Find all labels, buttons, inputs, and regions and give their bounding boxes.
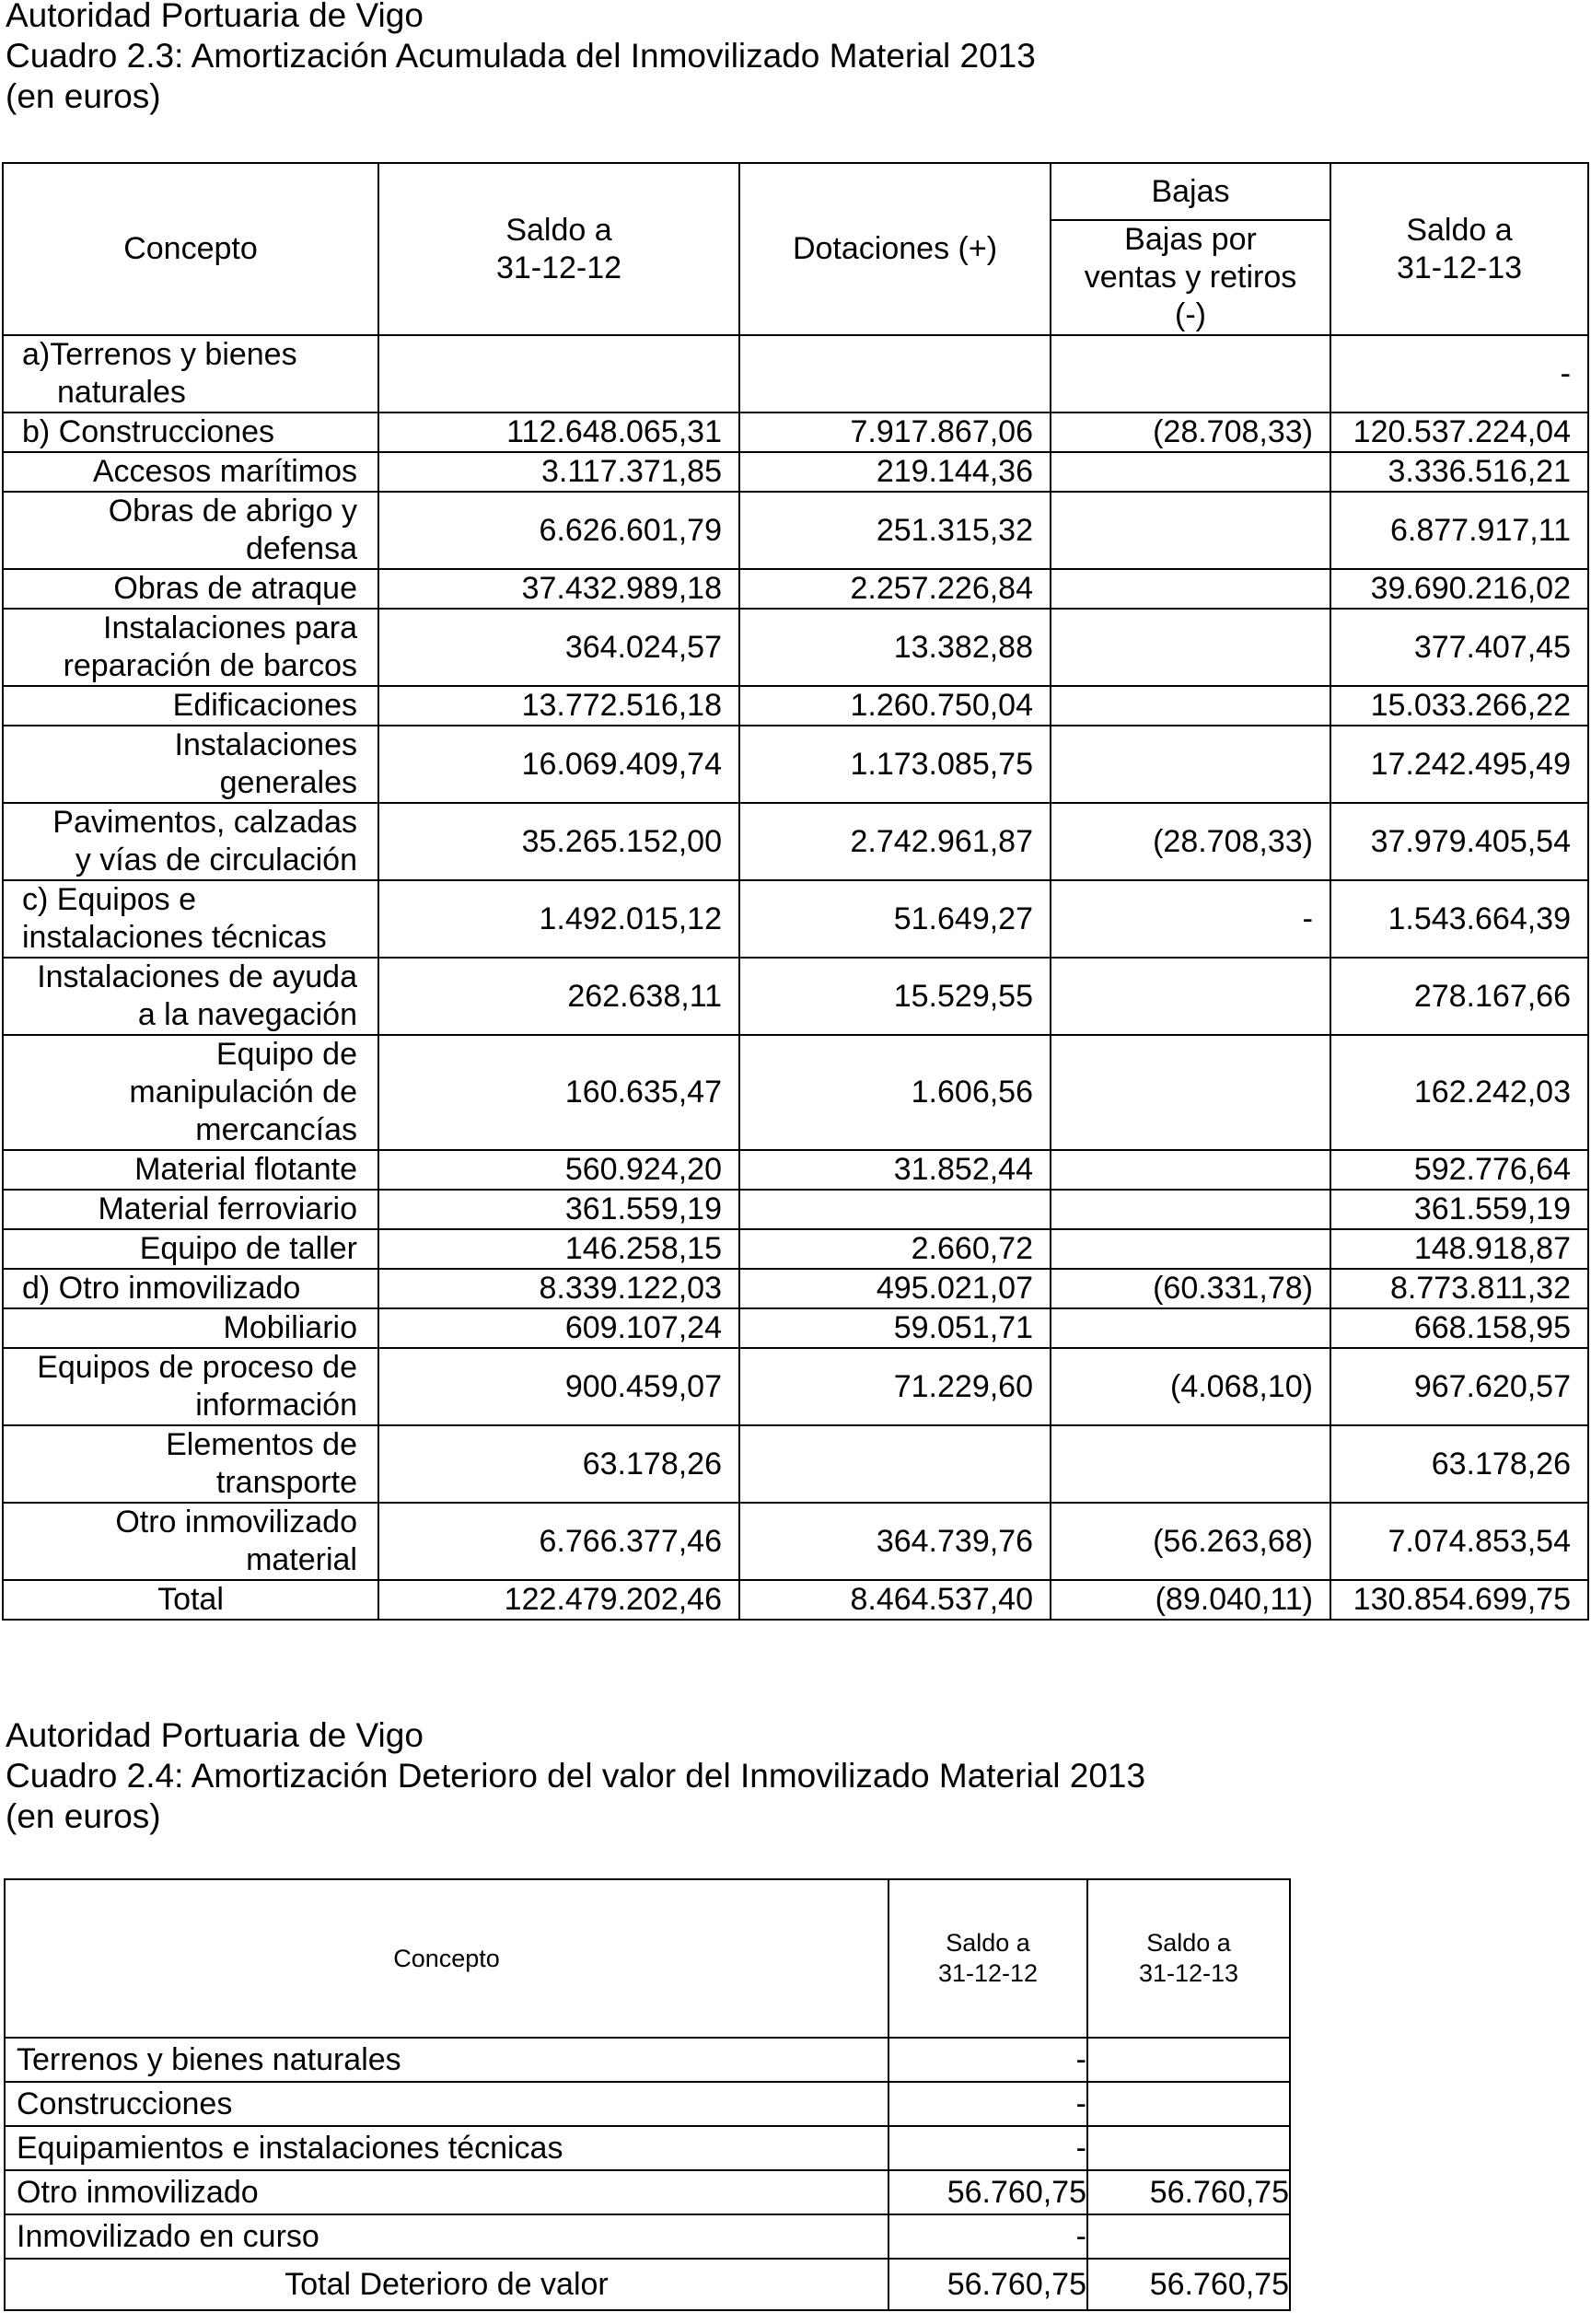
row-bajas: - (1051, 880, 1330, 958)
row-concepto-line: a)Terrenos y bienes (22, 337, 297, 372)
table-row (3, 452, 1588, 492)
row-dotaciones (739, 1425, 1051, 1503)
row-concepto: Otro inmovilizado (5, 2170, 888, 2214)
row-concepto-line: Equipos de proceso de (37, 1350, 357, 1385)
row-bajas (1051, 686, 1330, 726)
table-row (3, 609, 1588, 686)
col-header-bajas-line2: ventas y retiros (1084, 260, 1297, 295)
row-bajas (1051, 1425, 1330, 1503)
table2-title: Cuadro 2.4: Amortización Deterioro del valor del Inmovilizado Material 2013 (6, 1757, 1146, 1795)
table-row (5, 2170, 1290, 2214)
row-concepto-line: Obras de atraque (113, 571, 357, 606)
row-concepto (3, 1190, 378, 1229)
row-saldo-final: 8.773.811,32 (1330, 1269, 1588, 1308)
row-concepto-line: y vías de circulación (75, 842, 357, 877)
row-concepto-line: Material ferroviario (98, 1191, 357, 1226)
row-saldo-inicial: 160.635,47 (378, 1035, 739, 1150)
row-bajas: (60.331,78) (1051, 1269, 1330, 1308)
deterioro-valor-table (4, 1878, 1291, 2311)
row-concepto: Terrenos y bienes naturales (5, 2038, 888, 2082)
row-concepto-line: d) Otro inmovilizado (22, 1271, 301, 1306)
row-concepto (3, 609, 378, 686)
table-row (3, 1269, 1588, 1308)
row-concepto-line: Instalaciones (174, 727, 357, 762)
table-row (3, 880, 1588, 958)
table-row (3, 726, 1588, 803)
row-dotaciones: 251.315,32 (739, 492, 1051, 569)
row-concepto: Inmovilizado en curso (5, 2214, 888, 2259)
table-row (3, 1425, 1588, 1503)
row-dotaciones: 13.382,88 (739, 609, 1051, 686)
row-concepto (3, 1580, 378, 1620)
row-saldo-final: 7.074.853,54 (1330, 1503, 1588, 1580)
row-saldo-final: 63.178,26 (1330, 1425, 1588, 1503)
row-saldo-inicial: - (888, 2126, 1087, 2170)
row-saldo-final (1087, 2038, 1290, 2082)
col-header-saldo-final-line1: Saldo a (1406, 212, 1513, 248)
row-saldo-final: 39.690.216,02 (1330, 569, 1588, 609)
row-concepto (3, 569, 378, 609)
row-concepto (3, 958, 378, 1035)
row-dotaciones (739, 1190, 1051, 1229)
row-saldo-final (1087, 2082, 1290, 2126)
amortizacion-acumulada-table (2, 162, 1589, 1621)
row-concepto-line: Total (157, 1582, 224, 1617)
row-dotaciones: 51.649,27 (739, 880, 1051, 958)
row-saldo-final: 377.407,45 (1330, 609, 1588, 686)
table-row (3, 1348, 1588, 1425)
table2-header (6, 1715, 1145, 1837)
row-concepto-line: Instalaciones de ayuda (37, 959, 357, 994)
row-saldo-inicial: 63.178,26 (378, 1425, 739, 1503)
row-concepto-line: reparación de barcos (63, 648, 357, 683)
row-concepto-line: Elementos de (166, 1427, 357, 1462)
row-concepto-line: información (195, 1388, 357, 1423)
row-dotaciones: 1.260.750,04 (739, 686, 1051, 726)
row-concepto (3, 1269, 378, 1308)
col-header-saldo-final-line2: 31-12-13 (1396, 250, 1523, 285)
row-saldo-final: 56.760,75 (1087, 2259, 1290, 2310)
row-saldo-final: 130.854.699,75 (1330, 1580, 1588, 1620)
row-dotaciones: 59.051,71 (739, 1308, 1051, 1348)
t2-col-header-saldo-final-line1: Saldo a (1146, 1929, 1231, 1957)
col-header-saldo-inicial-line1: Saldo a (505, 212, 612, 248)
row-dotaciones: 31.852,44 (739, 1150, 1051, 1190)
table-row (5, 2038, 1290, 2082)
row-saldo-inicial: 3.117.371,85 (378, 452, 739, 492)
table-row (3, 1580, 1588, 1620)
col-header-bajas-line3: (-) (1175, 297, 1206, 332)
row-dotaciones: 7.917.867,06 (739, 413, 1051, 452)
row-saldo-inicial: 8.339.122,03 (378, 1269, 739, 1308)
col-header-saldo-final (1330, 163, 1588, 335)
col-header-saldo-inicial (378, 163, 739, 335)
row-bajas (1051, 335, 1330, 413)
organization-name: Autoridad Portuaria de Vigo (6, 0, 424, 34)
row-saldo-final: 6.877.917,11 (1330, 492, 1588, 569)
row-bajas (1051, 1190, 1330, 1229)
table-row (3, 686, 1588, 726)
row-saldo-inicial (378, 335, 739, 413)
row-concepto-line: Material flotante (134, 1152, 357, 1187)
table-row (3, 413, 1588, 452)
row-dotaciones: 364.739,76 (739, 1503, 1051, 1580)
row-saldo-inicial: 35.265.152,00 (378, 803, 739, 880)
t2-col-header-saldo-inicial-line1: Saldo a (946, 1929, 1030, 1957)
row-concepto: Construcciones (5, 2082, 888, 2126)
row-concepto (3, 1308, 378, 1348)
col-header-saldo-inicial-line2: 31-12-12 (495, 250, 622, 285)
row-bajas: (4.068,10) (1051, 1348, 1330, 1425)
row-bajas (1051, 609, 1330, 686)
row-bajas (1051, 1035, 1330, 1150)
t2-col-header-saldo-inicial (888, 1879, 1087, 2038)
row-saldo-final: 148.918,87 (1330, 1229, 1588, 1269)
row-dotaciones: 2.257.226,84 (739, 569, 1051, 609)
row-concepto (3, 335, 378, 413)
row-saldo-final: 3.336.516,21 (1330, 452, 1588, 492)
row-concepto (3, 452, 378, 492)
organization-name-2: Autoridad Portuaria de Vigo (6, 1716, 424, 1754)
row-concepto (3, 1348, 378, 1425)
t2-col-header-concepto: Concepto (5, 1879, 888, 2038)
table-row (3, 1035, 1588, 1150)
table1-title: Cuadro 2.3: Amortización Acumulada del Inmovilizado Material 2013 (6, 37, 1036, 75)
table-row (3, 1308, 1588, 1348)
row-saldo-final: 278.167,66 (1330, 958, 1588, 1035)
row-dotaciones: 2.660,72 (739, 1229, 1051, 1269)
row-dotaciones: 1.173.085,75 (739, 726, 1051, 803)
row-saldo-inicial: - (888, 2038, 1087, 2082)
row-saldo-inicial: 16.069.409,74 (378, 726, 739, 803)
row-saldo-final: 361.559,19 (1330, 1190, 1588, 1229)
row-saldo-inicial: 900.459,07 (378, 1348, 739, 1425)
row-concepto-line: material (246, 1542, 357, 1577)
row-concepto (3, 1035, 378, 1150)
row-saldo-final: 15.033.266,22 (1330, 686, 1588, 726)
col-header-bajas-group: Bajas (1051, 163, 1330, 220)
row-concepto: Total Deterioro de valor (5, 2259, 888, 2310)
row-saldo-inicial: 56.760,75 (888, 2170, 1087, 2214)
row-saldo-final: 967.620,57 (1330, 1348, 1588, 1425)
row-saldo-inicial: 112.648.065,31 (378, 413, 739, 452)
row-concepto-line: Edificaciones (172, 688, 357, 723)
row-concepto-line: c) Equipos e (22, 882, 196, 917)
row-saldo-final (1087, 2126, 1290, 2170)
row-bajas (1051, 726, 1330, 803)
row-saldo-final: 120.537.224,04 (1330, 413, 1588, 452)
table-row (5, 2082, 1290, 2126)
row-saldo-final (1087, 2214, 1290, 2259)
row-concepto (3, 492, 378, 569)
row-concepto-line: Mobiliario (223, 1310, 357, 1345)
row-concepto-line: b) Construcciones (22, 414, 275, 449)
row-saldo-final: 56.760,75 (1087, 2170, 1290, 2214)
row-concepto (3, 726, 378, 803)
row-saldo-final: - (1330, 335, 1588, 413)
row-concepto (3, 1150, 378, 1190)
row-saldo-inicial: 122.479.202,46 (378, 1580, 739, 1620)
row-concepto-line: Accesos marítimos (92, 454, 357, 489)
row-concepto (3, 1503, 378, 1580)
table-row (5, 2126, 1290, 2170)
table-row (3, 569, 1588, 609)
row-concepto: Equipamientos e instalaciones técnicas (5, 2126, 888, 2170)
row-concepto-line: naturales (57, 375, 186, 410)
row-concepto (3, 413, 378, 452)
row-saldo-inicial: 6.626.601,79 (378, 492, 739, 569)
table-row (3, 1150, 1588, 1190)
row-concepto (3, 1425, 378, 1503)
row-saldo-final: 162.242,03 (1330, 1035, 1588, 1150)
row-saldo-inicial: 13.772.516,18 (378, 686, 739, 726)
col-header-bajas (1051, 220, 1330, 335)
row-bajas: (89.040,11) (1051, 1580, 1330, 1620)
row-concepto-line: Equipo de taller (139, 1231, 357, 1266)
row-concepto (3, 803, 378, 880)
table-row (3, 803, 1588, 880)
row-dotaciones: 219.144,36 (739, 452, 1051, 492)
t2-col-header-saldo-final-line2: 31-12-13 (1138, 1959, 1239, 1987)
row-saldo-final: 668.158,95 (1330, 1308, 1588, 1348)
row-saldo-inicial: 146.258,15 (378, 1229, 739, 1269)
row-concepto-line: a la navegación (137, 997, 357, 1032)
row-saldo-inicial: 56.760,75 (888, 2259, 1087, 2310)
row-dotaciones (739, 335, 1051, 413)
row-saldo-inicial: 361.559,19 (378, 1190, 739, 1229)
table-row (3, 1229, 1588, 1269)
col-header-concepto: Concepto (3, 163, 378, 335)
table-row (5, 2259, 1290, 2310)
row-concepto-line: Obras de abrigo y (108, 494, 357, 529)
row-saldo-inicial: 37.432.989,18 (378, 569, 739, 609)
row-dotaciones: 2.742.961,87 (739, 803, 1051, 880)
row-bajas (1051, 452, 1330, 492)
row-bajas (1051, 1308, 1330, 1348)
row-saldo-final: 37.979.405,54 (1330, 803, 1588, 880)
col-header-bajas-line1: Bajas por (1124, 222, 1257, 257)
table-row (3, 492, 1588, 569)
row-bajas: (28.708,33) (1051, 803, 1330, 880)
row-bajas: (56.263,68) (1051, 1503, 1330, 1580)
row-concepto-line: Pavimentos, calzadas (52, 805, 357, 840)
row-saldo-final: 592.776,64 (1330, 1150, 1588, 1190)
row-concepto-line: Equipo de (215, 1037, 357, 1072)
row-saldo-inicial: 262.638,11 (378, 958, 739, 1035)
row-concepto (3, 880, 378, 958)
row-concepto-line: generales (219, 765, 357, 800)
col-header-dotaciones: Dotaciones (+) (739, 163, 1051, 335)
row-concepto-line: Otro inmovilizado (115, 1505, 357, 1540)
row-dotaciones: 1.606,56 (739, 1035, 1051, 1150)
row-concepto-line: mercancías (195, 1112, 357, 1147)
row-concepto-line: Instalaciones para (103, 610, 357, 645)
row-bajas (1051, 1229, 1330, 1269)
row-saldo-inicial: 609.107,24 (378, 1308, 739, 1348)
table-row (5, 2214, 1290, 2259)
table-row (3, 958, 1588, 1035)
row-dotaciones: 71.229,60 (739, 1348, 1051, 1425)
row-concepto (3, 686, 378, 726)
row-concepto-line: instalaciones técnicas (22, 920, 327, 955)
row-saldo-final: 17.242.495,49 (1330, 726, 1588, 803)
table1-units: (en euros) (6, 77, 161, 115)
t2-col-header-saldo-final (1087, 1879, 1290, 2038)
row-bajas (1051, 492, 1330, 569)
row-saldo-final: 1.543.664,39 (1330, 880, 1588, 958)
row-saldo-inicial: - (888, 2214, 1087, 2259)
table2-units: (en euros) (6, 1797, 161, 1835)
row-saldo-inicial: - (888, 2082, 1087, 2126)
row-bajas (1051, 1150, 1330, 1190)
table-row (3, 1190, 1588, 1229)
row-saldo-inicial: 6.766.377,46 (378, 1503, 739, 1580)
row-saldo-inicial: 364.024,57 (378, 609, 739, 686)
row-saldo-inicial: 560.924,20 (378, 1150, 739, 1190)
row-concepto-line: transporte (215, 1465, 357, 1500)
row-bajas (1051, 569, 1330, 609)
row-dotaciones: 495.021,07 (739, 1269, 1051, 1308)
row-concepto-line: defensa (246, 531, 357, 566)
table-row (3, 335, 1588, 413)
t2-col-header-saldo-inicial-line2: 31-12-12 (937, 1959, 1039, 1987)
row-saldo-inicial: 1.492.015,12 (378, 880, 739, 958)
row-bajas: (28.708,33) (1051, 413, 1330, 452)
row-bajas (1051, 958, 1330, 1035)
row-concepto-line: manipulación de (129, 1075, 357, 1110)
row-dotaciones: 15.529,55 (739, 958, 1051, 1035)
table1-header (6, 0, 1036, 117)
table-row (3, 1503, 1588, 1580)
row-dotaciones: 8.464.537,40 (739, 1580, 1051, 1620)
row-concepto (3, 1229, 378, 1269)
